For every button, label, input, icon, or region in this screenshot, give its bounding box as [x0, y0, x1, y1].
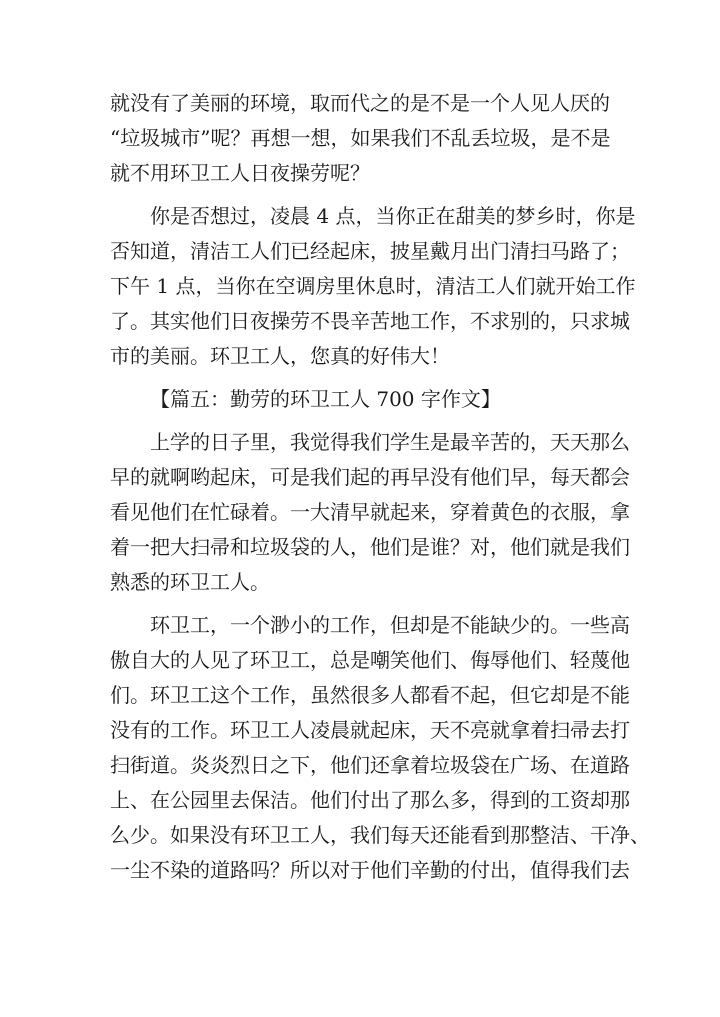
text-line: 扫街道。炎炎烈日之下，他们还拿着垃圾袋在广场、在道路: [110, 753, 630, 777]
text-line: 着一把大扫帚和垃圾袋的人，他们是谁？对，他们就是我们: [110, 535, 630, 559]
paragraph-2: [110, 199, 636, 374]
text-line: 没有的工作。环卫工人凌晨就起床，天不亮就拿着扫帚去打: [110, 718, 630, 742]
text-line: 傲自大的人见了环卫工，总是嘲笑他们、侮辱他们、轻蔑他: [110, 648, 630, 672]
text-line: 看见他们在忙碌着。一大清早就起来，穿着黄色的衣服，拿: [110, 500, 630, 524]
text-line: 下午 1 点，当你在空调房里休息时，清洁工人们就开始工作: [110, 274, 636, 298]
text-line: 早的就啊哟起床，可是我们起的再早没有他们早，每天都会: [110, 465, 630, 489]
text-line: “垃圾城市”呢？再想一想，如果我们不乱丢垃圾，是不是: [110, 126, 611, 150]
heading-line: 【篇五：勤劳的环卫工人 700 字作文】: [150, 387, 501, 411]
text-line: 否知道，清洁工人们已经起床，披星戴月出门清扫马路了；: [110, 239, 630, 263]
text-line: 市的美丽。环卫工人，您真的好伟大！: [110, 344, 450, 368]
document-body: [110, 86, 650, 888]
text-line: 环卫工，一个渺小的工作，但却是不能缺少的。一些高: [150, 613, 630, 637]
text-line: 们。环卫工这个工作，虽然很多人都看不起，但它却是不能: [110, 683, 630, 707]
text-line: 了。其实他们日夜操劳不畏辛苦地工作，不求别的，只求城: [110, 309, 630, 333]
text-line: 上学的日子里，我觉得我们学生是最辛苦的，天天那么: [150, 430, 630, 454]
text-line: 就没有了美丽的环境，取而代之的是不是一个人见人厌的: [110, 91, 610, 115]
text-line: 么少。如果没有环卫工人，我们每天还能看到那整洁、干净、: [110, 823, 650, 847]
paragraph-1: [110, 86, 610, 191]
text-line: 一尘不染的道路吗？所以对于他们辛勤的付出，值得我们去: [110, 858, 630, 882]
paragraph-4: [110, 608, 650, 888]
paragraph-3: [110, 425, 630, 600]
text-line: 你是否想过，凌晨 4 点，当你正在甜美的梦乡时，你是: [150, 204, 636, 228]
section-heading: [110, 382, 610, 417]
text-line: 上、在公园里去保洁。他们付出了那么多，得到的工资却那: [110, 788, 630, 812]
text-line: 熟悉的环卫工人。: [110, 570, 270, 594]
text-line: 就不用环卫工人日夜操劳呢？: [110, 161, 370, 185]
